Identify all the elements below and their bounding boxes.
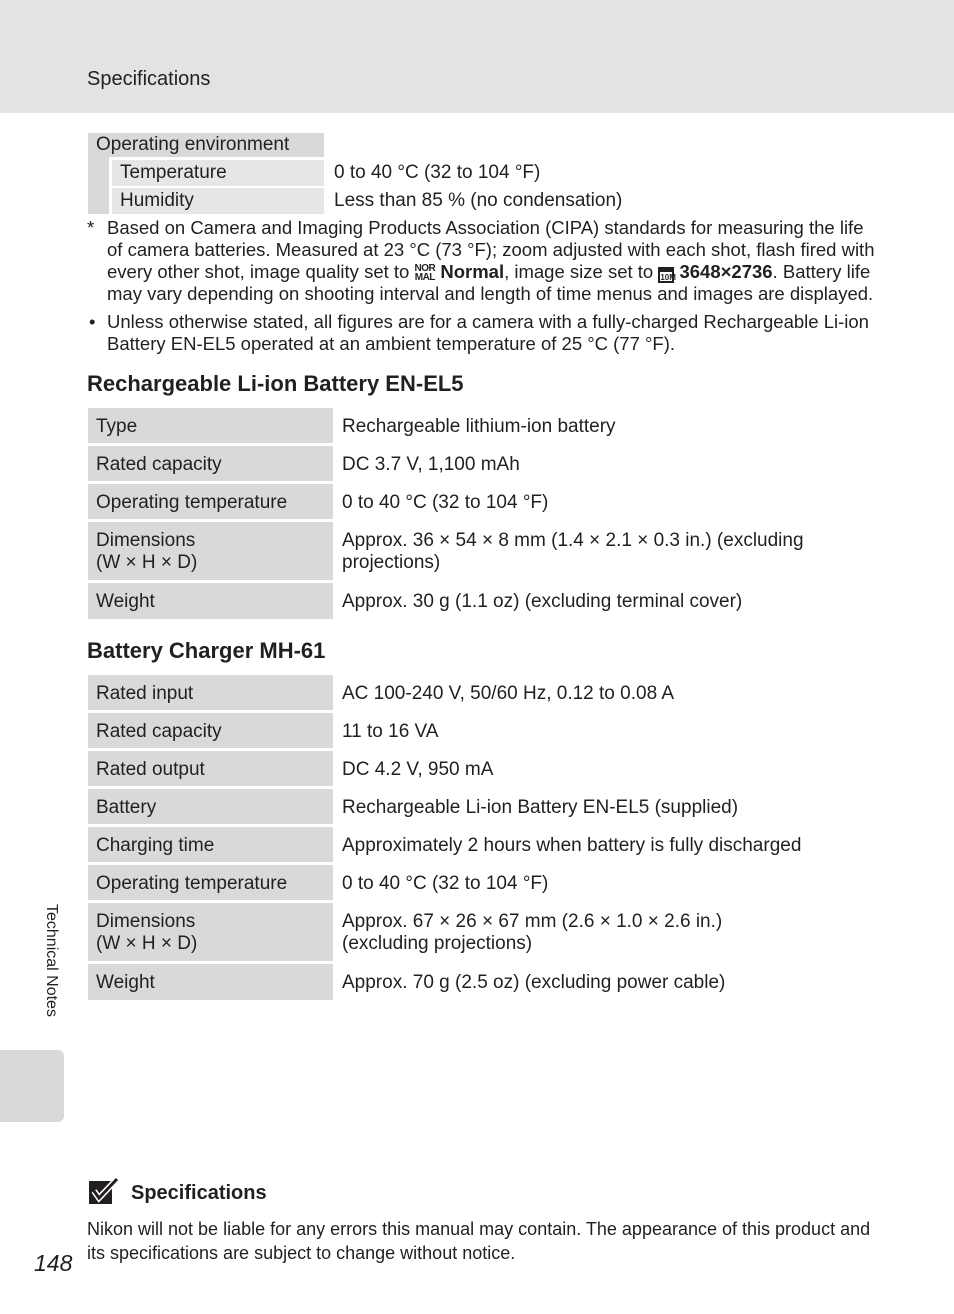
row-value: 0 to 40 °C (32 to 104 °F) [334,162,541,183]
row-label [88,522,333,580]
row-value [342,675,862,705]
image-size-icon: 10M [658,267,674,283]
bullet-mark: • [89,311,96,332]
image-quality-normal-icon [414,264,435,282]
row-label: Humidity [112,188,324,214]
side-tab-label: Technical Notes [43,904,60,1017]
icon-text-top: NOR [414,263,436,275]
row-value [342,522,862,574]
row-label-line: (W × H × D) [96,933,198,954]
row-value [342,865,862,895]
row-value-line: 11 to 16 VA [342,721,439,742]
row-label-line: Operating temperature [96,492,288,513]
table-row [88,408,868,443]
row-label-line: Rated capacity [96,721,222,742]
row-label-line: Dimensions [96,911,196,932]
row-label-line: Rated output [96,759,205,780]
table-row [88,188,628,214]
battery-section-title: Rechargeable Li-ion Battery EN-EL5 [87,371,464,396]
bullet-note [87,311,877,355]
caution-title: Specifications [131,1182,267,1204]
row-value-line: (excluding projections) [342,933,533,954]
side-tab [0,1050,64,1122]
row-label-line: Weight [96,591,155,612]
table-row [88,903,868,961]
row-label [88,484,333,519]
row-label [88,903,333,961]
table-row [88,446,868,481]
header-band [0,0,954,113]
quality-value: Normal [440,261,505,282]
table-row [88,675,868,710]
row-value [342,583,862,613]
row-label [88,713,333,748]
row-label [88,583,333,619]
row-value-line: 0 to 40 °C (32 to 104 °F) [342,873,549,894]
asterisk-note [87,217,877,305]
row-label [88,789,333,824]
row-value-line: Approximately 2 hours when battery is fully discharged [342,835,802,856]
note-text-part: Based on Camera and Imaging Products Association (CIPA) standards for measuring the life of camera batteries. Measured at 23 °C (73 °F); zoom adjusted with each shot, flash fired with every other shot, image quality set to [107,217,875,282]
row-value-line: Approx. 36 × 54 × 8 mm (1.4 × 2.1 × 0.3 in.) (excluding [342,530,804,551]
table-row [88,789,868,824]
row-value [342,446,862,476]
row-label [88,865,333,900]
row-value [342,713,862,743]
row-value [342,903,862,955]
table-row [88,484,868,519]
table-row [88,751,868,786]
row-value-line: 0 to 40 °C (32 to 104 °F) [342,492,549,513]
table-row [88,160,628,186]
row-label [88,827,333,862]
row-value [342,408,862,438]
row-value [342,964,862,994]
row-label-line: Battery [96,797,157,818]
row-value-line: Approx. 67 × 26 × 67 mm (2.6 × 1.0 × 2.6 in.) [342,911,723,932]
row-label [88,751,333,786]
row-label [88,964,333,1000]
size-value: 3648×2736 [679,261,773,282]
row-label-line: Rated capacity [96,454,222,475]
row-value-line: AC 100-240 V, 50/60 Hz, 0.12 to 0.08 A [342,683,675,704]
row-value-line: Approx. 70 g (2.5 oz) (excluding power cable) [342,972,726,993]
page-header-title: Specifications [87,68,211,90]
row-value [342,484,862,514]
asterisk-note-text [107,217,877,305]
row-label [88,675,333,710]
note-text-part: , image size set to [504,261,659,282]
table-row [88,522,868,580]
row-value: Less than 85 % (no condensation) [334,190,623,211]
table-row [88,964,868,1000]
row-label-line: Type [96,416,138,437]
row-value-line: Rechargeable Li-ion Battery EN-EL5 (supplied) [342,797,739,818]
row-label-line: Weight [96,972,155,993]
table-row [88,583,868,619]
row-value-line: Rechargeable lithium-ion battery [342,416,616,437]
note-text-part: . Battery life may vary depending on shooting interval and length of time menus and images are displayed. [107,261,874,304]
checkmark-icon [88,1177,120,1207]
charger-section-title: Battery Charger MH-61 [87,638,326,663]
table-row [88,865,868,900]
operating-environment-heading: Operating environment [88,133,324,157]
row-value-line: DC 4.2 V, 950 mA [342,759,494,780]
row-value-line: Approx. 30 g (1.1 oz) (excluding terminal cover) [342,591,743,612]
row-label [88,446,333,481]
row-value-line: projections) [342,552,441,573]
row-label [88,408,333,443]
row-label-line: Operating temperature [96,873,288,894]
page-number: 148 [34,1250,73,1276]
row-value [342,789,862,819]
asterisk-mark: * [87,217,95,238]
caution-text: Nikon will not be liable for any errors this manual may contain. The appearance of this product and its specifications are subject to change without notice. [87,1219,871,1263]
row-label-line: Charging time [96,835,215,856]
row-value [342,751,862,781]
table-row [88,713,868,748]
row-label-line: (W × H × D) [96,552,198,573]
row-label-line: Rated input [96,683,194,704]
row-value [342,827,862,857]
table-row [88,827,868,862]
row-value-line: DC 3.7 V, 1,100 mAh [342,454,520,475]
bullet-note-text: Unless otherwise stated, all figures are for a camera with a fully-charged Rechargeable Li-ion Battery EN-EL5 operated at an ambient temperature of 25 °C (77 °F). [107,311,869,354]
row-label: Temperature [112,160,324,186]
icon-text-bottom: MAL [414,272,435,284]
row-label-line: Dimensions [96,530,196,551]
